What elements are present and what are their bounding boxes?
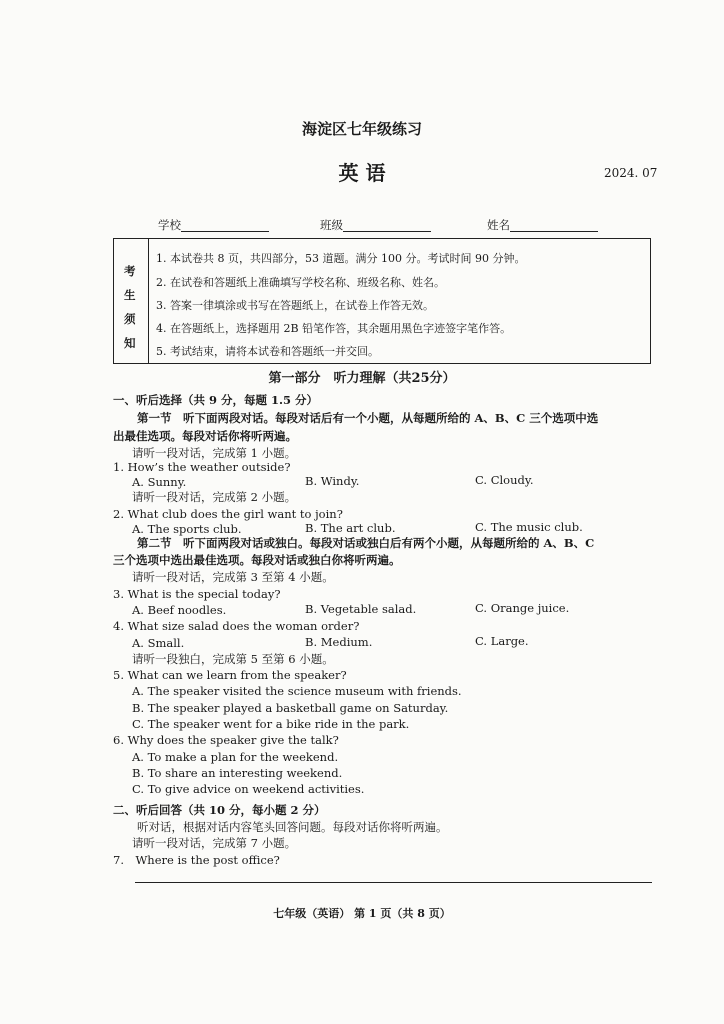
listen-prompt: 请听一段独白，完成第 5 至第 6 小题。 [132,652,334,666]
question-5: 5. What can we learn from the speaker? [113,668,347,682]
option-b: B. The speaker played a basketball game on Saturday. [132,701,449,715]
name-field[interactable] [487,218,598,232]
instructions: 听对话，根据对话内容笔头回答问题。每段对话你将听两遍。 [137,820,448,834]
answer-line[interactable] [135,882,652,883]
option-a: A. To make a plan for the weekend. [132,750,339,764]
option-c: C. Orange juice. [475,601,570,615]
question-3: 3. What is the special today? [113,587,281,601]
option-b: B. Windy. [305,474,360,488]
exam-title: 海淀区七年级练习 [301,120,422,138]
class-field[interactable] [320,218,431,232]
instructions: 第二节 听下面两段对话或独白。每段对话或独白后有两个小题，从每题所给的 A、B、C [137,536,595,550]
instructions: 三个选项中选出最佳选项。每段对话或独白你将听两遍。 [113,553,401,567]
listen-prompt: 请听一段对话，完成第 1 小题。 [132,446,297,460]
notice-item: 1. 本试卷共 8 页，共四部分，53 道题。满分 100 分。考试时间 90 分钟。 [156,252,526,265]
option-a: A. The speaker visited the science museum with friends. [132,684,462,698]
listen-prompt: 请听一段对话，完成第 2 小题。 [132,490,297,504]
notice-item: 5. 考试结束，请将本试卷和答题纸一并交回。 [156,345,379,358]
option-b: B. The art club. [305,521,396,535]
instructions: 第一节 听下面两段对话。每段对话后有一个小题，从每题所给的 A、B、C 三个选项中选 [137,411,599,425]
notice-side-label [114,239,149,363]
notice-item: 2. 在试卷和答题纸上准确填写学校名称、班级名称、姓名。 [156,276,445,289]
option-c: C. The music club. [475,520,583,534]
notice-char: 生 [124,288,136,302]
question-7: 7. Where is the post office? [113,853,280,867]
option-c: C. Cloudy. [475,473,534,487]
notice-item: 3. 答案一律填涂或书写在答题纸上，在试卷上作答无效。 [156,299,434,312]
option-c: C. The speaker went for a bike ride in the park. [132,717,410,731]
section-heading: 二、听后回答（共 10 分，每小题 2 分） [113,803,326,817]
exam-notice-box [113,238,651,364]
exam-date: 2024. 07 [604,166,658,180]
option-b: B. To share an interesting weekend. [132,766,343,780]
name-label: 姓名 [487,218,510,232]
question-6: 6. Why does the speaker give the talk? [113,733,339,747]
section-heading: 一、听后选择（共 9 分，每题 1.5 分） [113,393,319,407]
page-footer: 七年级（英语） 第 1 页（共 8 页） [273,907,451,920]
instructions: 出最佳选项。每段对话你将听两遍。 [113,429,297,443]
question-4: 4. What size salad does the woman order? [113,619,360,633]
option-a: A. Small. [132,636,185,650]
option-b: B. Vegetable salad. [305,602,417,616]
option-a: A. Sunny. [132,475,187,489]
school-field[interactable] [158,218,269,232]
notice-char: 考 [124,264,136,278]
listen-prompt: 请听一段对话，完成第 7 小题。 [132,836,297,850]
subject-title: 英 语 [338,161,386,185]
option-a: A. Beef noodles. [132,603,227,617]
option-b: B. Medium. [305,635,373,649]
question-1: 1. How’s the weather outside? [113,460,291,474]
notice-item: 4. 在答题纸上，选择题用 2B 铅笔作答，其余题用黑色字迹签字笔作答。 [156,322,512,335]
notice-char: 知 [124,336,136,350]
class-label: 班级 [320,218,343,232]
listen-prompt: 请听一段对话，完成第 3 至第 4 小题。 [132,570,334,584]
question-2: 2. What club does the girl want to join? [113,507,343,521]
option-c: C. To give advice on weekend activities. [132,782,365,796]
option-a: A. The sports club. [132,522,242,536]
option-c: C. Large. [475,634,529,648]
school-label: 学校 [158,218,181,232]
notice-char: 须 [124,312,136,326]
part1-title: 第一部分 听力理解（共25分） [268,371,456,386]
